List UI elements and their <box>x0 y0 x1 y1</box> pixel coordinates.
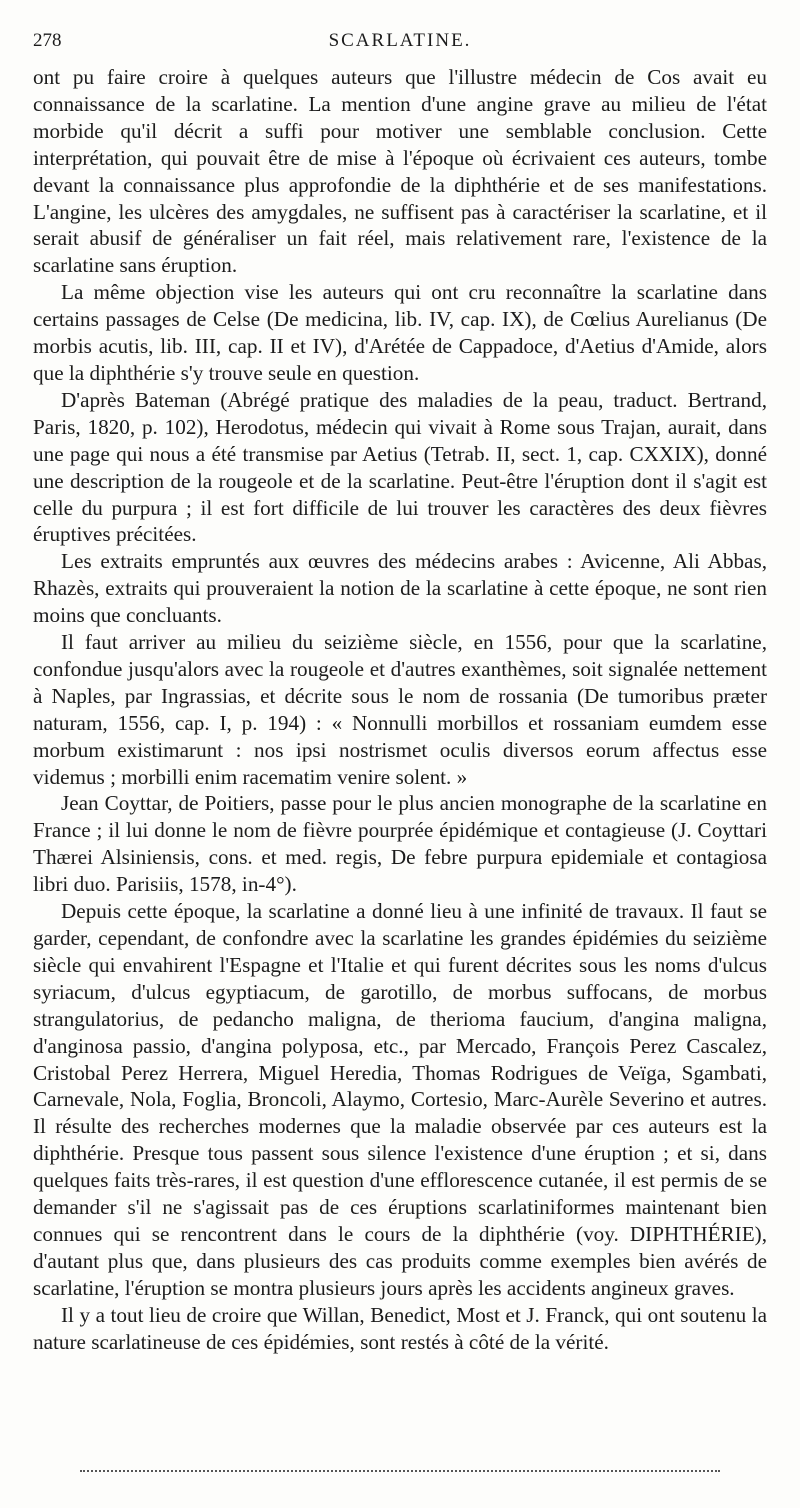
running-title: SCARLATINE. <box>328 30 472 51</box>
footer-dotted-rule <box>80 1470 720 1472</box>
paragraph: Jean Coyttar, de Poitiers, passe pour le plus ancien monographe de la scarlatine en France ; il lui donne le nom de fièvre pourprée épidémique et contagieuse (J. Coyttari Thærei Alsiniensis, cons. et med. regis, De febre purpura epidemiale et contagiosa libri duo. Parisiis, 1578, in-4°). <box>33 791 767 897</box>
paragraph: Les extraits empruntés aux œuvres des médecins arabes : Avicenne, Ali Abbas, Rhazès, extraits qui prouveraient la notion de la scarlatine à cette époque, ne sont rien moins que concluants. <box>33 549 767 628</box>
paragraph: La même objection vise les auteurs qui ont cru reconnaître la scarlatine dans certains passages de Celse (De medicina, lib. IV, cap. IX), de Cœlius Aurelianus (De morbis acutis, lib. III, cap. II et IV), d'Arétée de Cappadoce, d'Aetius d'Amide, alors que la diphthérie s'y trouve seule en question. <box>33 280 767 385</box>
paragraph: ont pu faire croire à quelques auteurs que l'illustre médecin de Cos avait eu connaissance de la scarlatine. La mention d'une angine grave au milieu de l'état morbide qu'il décrit a suffi pour motiver une semblable conclusion. Cette interprétation, qui pouvait être de mise à l'époque où écrivaient ces auteurs, tombe devant la connaissance plus approfondie de la diphthérie et de ses manifestations. L'angine, les ulcères des amygdales, ne suffisent pas à caractériser la scarlatine, et il serait abusif de généraliser un fait réel, mais relativement rare, l'existence de la scarlatine sans éruption. <box>33 65 767 278</box>
paragraph: Depuis cette époque, la scarlatine a donné lieu à une infinité de travaux. Il faut se garder, cependant, de confondre avec la scarlatine les grandes épidémies du seizième siècle qui envahirent l'Espagne et l'Italie et qui furent décrites sous les noms d'ulcus syriacum, d'ulcus egyptiacum, de garotillo, de morbus suffocans, de morbus strangulatorius, de pedancho maligna, de therioma faucium, d'angina maligna, d'anginosa passio, d'angina polyposa, etc., par Mercado, François Perez Cascalez, Cristobal Perez Herrera, Miguel Heredia, Thomas Rodrigues de Veïga, Sgambati, Carnevale, Nola, Foglia, Broncoli, Alaymo, Cortesio, Marc-Aurèle Severino et autres. Il résulte des recherches modernes que la maladie observée par ces auteurs est la diphthérie. Presque tous passent sous silence l'existence d'une éruption ; et si, dans quelques faits très-rares, il est question d'une efflorescence cutanée, il est permis de se demander s'il ne s'agissait pas de ces éruptions scarlatiniformes maintenant bien connues qui se rencontrent dans le cours de la diphthérie (voy. DIPHTHÉRIE), d'autant plus que, dans plusieurs des cas produits comme exemples bien avérés de scarlatine, l'éruption se montra plusieurs jours après les accidents angineux graves. <box>33 899 767 1300</box>
paragraph: Il faut arriver au milieu du seizième siècle, en 1556, pour que la scarlatine, confondue jusqu'alors avec la rougeole et d'autres exanthèmes, soit signalée nettement à Naples, par Ingrassias, et décrite sous le nom de rossania (De tumoribus præter naturam, 1556, cap. I, p. 194) : « Nonnulli morbillos et rossaniam eumdem esse morbum existimarunt : nos ipsi nostrismet oculis diversos eorum affectus esse videmus ; morbilli enim racematim venire solent. » <box>33 630 767 789</box>
paragraph: Il y a tout lieu de croire que Willan, Benedict, Most et J. Franck, qui ont soutenu la nature scarlatineuse de ces épidémies, sont restés à côté de la vérité. <box>33 1302 767 1354</box>
paragraph: D'après Bateman (Abrégé pratique des maladies de la peau, traduct. Bertrand, Paris, 1820, p. 102), Herodotus, médecin qui vivait à Rome sous Trajan, aurait, dans une page qui nous a été transmise par Aetius (Tetrab. II, sect. 1, cap. CXXIX), donné une description de la rougeole et de la scarlatine. Peut-être l'éruption dont il s'agit est celle du purpura ; il est fort difficile de lui trouver les caractères des deux fièvres éruptives précitées. <box>33 387 767 547</box>
body-text <box>33 64 767 1356</box>
page-header <box>33 30 767 60</box>
page-number: 278 <box>33 30 62 51</box>
